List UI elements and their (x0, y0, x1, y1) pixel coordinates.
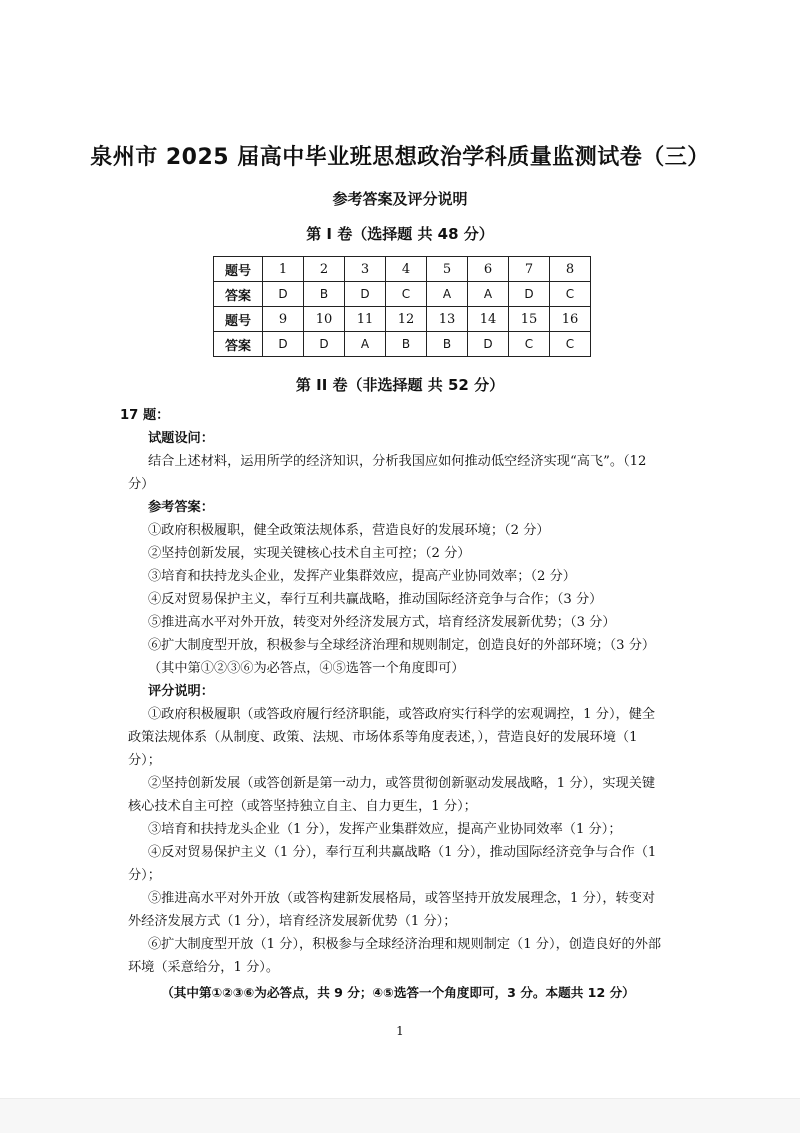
question-number-cell: 4 (386, 257, 427, 282)
question-number-cell: 13 (427, 307, 468, 332)
question-number-cell: 7 (509, 257, 550, 282)
question-number-cell: 16 (550, 307, 591, 332)
answer-cell: D (304, 332, 345, 357)
answer-cell: B (427, 332, 468, 357)
answer-cell: A (345, 332, 386, 357)
answer-cell: A (427, 282, 468, 307)
answer-cell: D (263, 282, 304, 307)
section-1-title: 第 I 卷（选择题 共 48 分） (306, 225, 494, 243)
scoring-point: ④反对贸易保护主义（1 分），奉行互利共赢战略（1 分），推动国际经济竞争与合作（1 分）； (128, 845, 657, 883)
answer-cell: A (468, 282, 509, 307)
answer-point: ⑥扩大制度型开放，积极参与全球经济治理和规则制定，创造良好的外部环境；（3 分） (148, 638, 656, 653)
prompt-heading: 试题设问： (148, 431, 214, 446)
answer-point: ④反对贸易保护主义，奉行互利共赢战略，推动国际经济竞争与合作；（3 分） (148, 592, 603, 607)
answer-cell: C (550, 282, 591, 307)
answer-cell: D (345, 282, 386, 307)
question-number-cell: 10 (304, 307, 345, 332)
question-number-cell: 15 (509, 307, 550, 332)
question-17-block (120, 404, 668, 1004)
document-subtitle: 参考答案及评分说明 (332, 190, 468, 208)
answer-point: ③培育和扶持龙头企业，发挥产业集群效应，提高产业协同效率；（2 分） (148, 569, 576, 584)
answer-table (213, 256, 591, 357)
question-number-cell: 9 (263, 307, 304, 332)
table-row-answers-2 (214, 332, 591, 357)
viewer-bottom-band (0, 1098, 800, 1133)
answer-cell: C (386, 282, 427, 307)
answer-cell: B (386, 332, 427, 357)
question-number-cell: 3 (345, 257, 386, 282)
prompt-text: 结合上述材料，运用所学的经济知识，分析我国应如何推动低空经济实现“高飞”。（12 分） (128, 454, 647, 492)
scoring-point: ③培育和扶持龙头企业（1 分），发挥产业集群效应，提高产业协同效率（1 分）； (148, 822, 622, 837)
table-row-numbers-1 (214, 257, 591, 282)
answer-point: ①政府积极履职，健全政策法规体系，营造良好的发展环境；（2 分） (148, 523, 550, 538)
row-header-answer: 答案 (214, 282, 263, 307)
answer-cell: D (468, 332, 509, 357)
answer-point: ②坚持创新发展，实现关键核心技术自主可控；（2 分） (148, 546, 471, 561)
table-row-answers-1 (214, 282, 591, 307)
answer-cell: B (304, 282, 345, 307)
scoring-point: ②坚持创新发展（或答创新是第一动力，或答贯彻创新驱动发展战略，1 分），实现关键核心技术自主可控（或答坚持独立自主、自力更生，1 分）； (128, 776, 656, 814)
scoring-point: ⑥扩大制度型开放（1 分），积极参与全球经济治理和规则制定（1 分），创造良好的外部环境（采意给分，1 分）。 (128, 937, 662, 975)
question-number-cell: 1 (263, 257, 304, 282)
answer-note: （其中第①②③⑥为必答点，④⑤选答一个角度即可） (148, 661, 465, 676)
scoring-heading: 评分说明： (148, 684, 214, 699)
question-number-cell: 2 (304, 257, 345, 282)
answer-cell: C (509, 332, 550, 357)
page-number: 1 (396, 1024, 404, 1038)
answer-cell: D (263, 332, 304, 357)
scoring-point: ⑤推进高水平对外开放（或答构建新发展格局，或答坚持开放发展理念，1 分），转变对外经济发展方式（1 分），培育经济发展新优势（1 分）； (128, 891, 656, 929)
row-header-number: 题号 (214, 257, 263, 282)
question-label: 17 题： (120, 408, 170, 423)
section-2-title: 第 II 卷（非选择题 共 52 分） (295, 376, 505, 394)
scoring-point: ①政府积极履职（或答政府履行经济职能，或答政府实行科学的宏观调控，1 分），健全政策法规体系（从制度、政策、法规、市场体系等角度表述，），营造良好的发展环境（1 分）； (128, 707, 656, 768)
answer-cell: C (550, 332, 591, 357)
answer-heading: 参考答案： (148, 500, 214, 515)
answer-point: ⑤推进高水平对外开放，转变对外经济发展方式，培育经济发展新优势；（3 分） (148, 615, 616, 630)
document-title: 泉州市 2025 届高中毕业班思想政治学科质量监测试卷（三） (90, 145, 710, 170)
row-header-number: 题号 (214, 307, 263, 332)
question-number-cell: 12 (386, 307, 427, 332)
question-number-cell: 6 (468, 257, 509, 282)
question-number-cell: 5 (427, 257, 468, 282)
table-row-numbers-2 (214, 307, 591, 332)
row-header-answer: 答案 (214, 332, 263, 357)
answer-cell: D (509, 282, 550, 307)
question-number-cell: 11 (345, 307, 386, 332)
question-number-cell: 14 (468, 307, 509, 332)
final-note: （其中第①②③⑥为必答点，共 9 分；④⑤选答一个角度即可，3 分。本题共 12 分） (161, 985, 635, 1000)
question-number-cell: 8 (550, 257, 591, 282)
